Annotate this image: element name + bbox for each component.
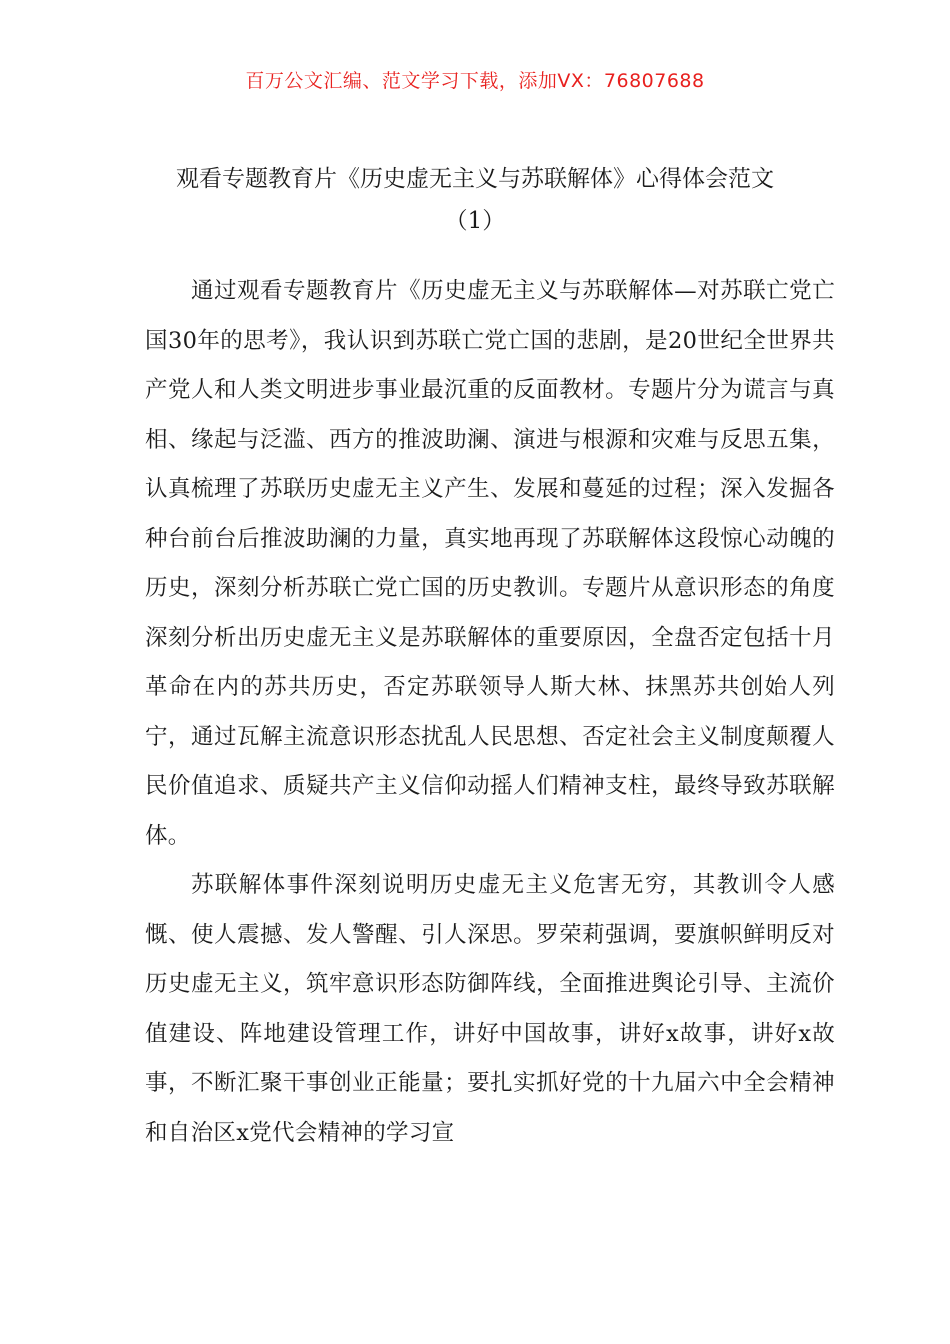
title-line-2: （1） [444,208,506,234]
document-body [145,267,835,1158]
paragraph-1: 通过观看专题教育片《历史虚无主义与苏联解体—对苏联亡党亡国30年的思考》，我认识到苏联亡党亡国的悲剧，是20世纪全世界共产党人和人类文明进步事业最沉重的反面教材。专题片分为谎言与真相、缘起与泛滥、西方的推波助澜、演进与根源和灾难与反思五集，认真梳理了苏联历史虚无主义产生、发展和蔓延的过程；深入发掘各种台前台后推波助澜的力量，真实地再现了苏联解体这段惊心动魄的历史，深刻分析苏联亡党亡国的历史教训。专题片从意识形态的角度深刻分析出历史虚无主义是苏联解体的重要原因，全盘否定包括十月革命在内的苏共历史，否定苏联领导人斯大林、抹黑苏共创始人列宁，通过瓦解主流意识形态扰乱人民思想、否定社会主义制度颠覆人民价值追求、质疑共产主义信仰动摇人们精神支柱，最终导致苏联解体。 [145,278,835,849]
title-line-1: 观看专题教育片《历史虚无主义与苏联解体》心得体会范文 [176,166,774,192]
paragraph-2: 苏联解体事件深刻说明历史虚无主义危害无穷，其教训令人感慨、使人震撼、发人警醒、引人深思。罗荣莉强调，要旗帜鲜明反对历史虚无主义，筑牢意识形态防御阵线，全面推进舆论引导、主流价值建设、阵地建设管理工作，讲好中国故事，讲好x故事，讲好x故事，不断汇聚干事创业正能量；要扎实抓好党的十九届六中全会精神和自治区x党代会精神的学习宣 [145,872,835,1146]
header-note: 百万公文汇编、范文学习下载，添加VX：76807688 [245,70,705,92]
document-title [120,158,830,242]
